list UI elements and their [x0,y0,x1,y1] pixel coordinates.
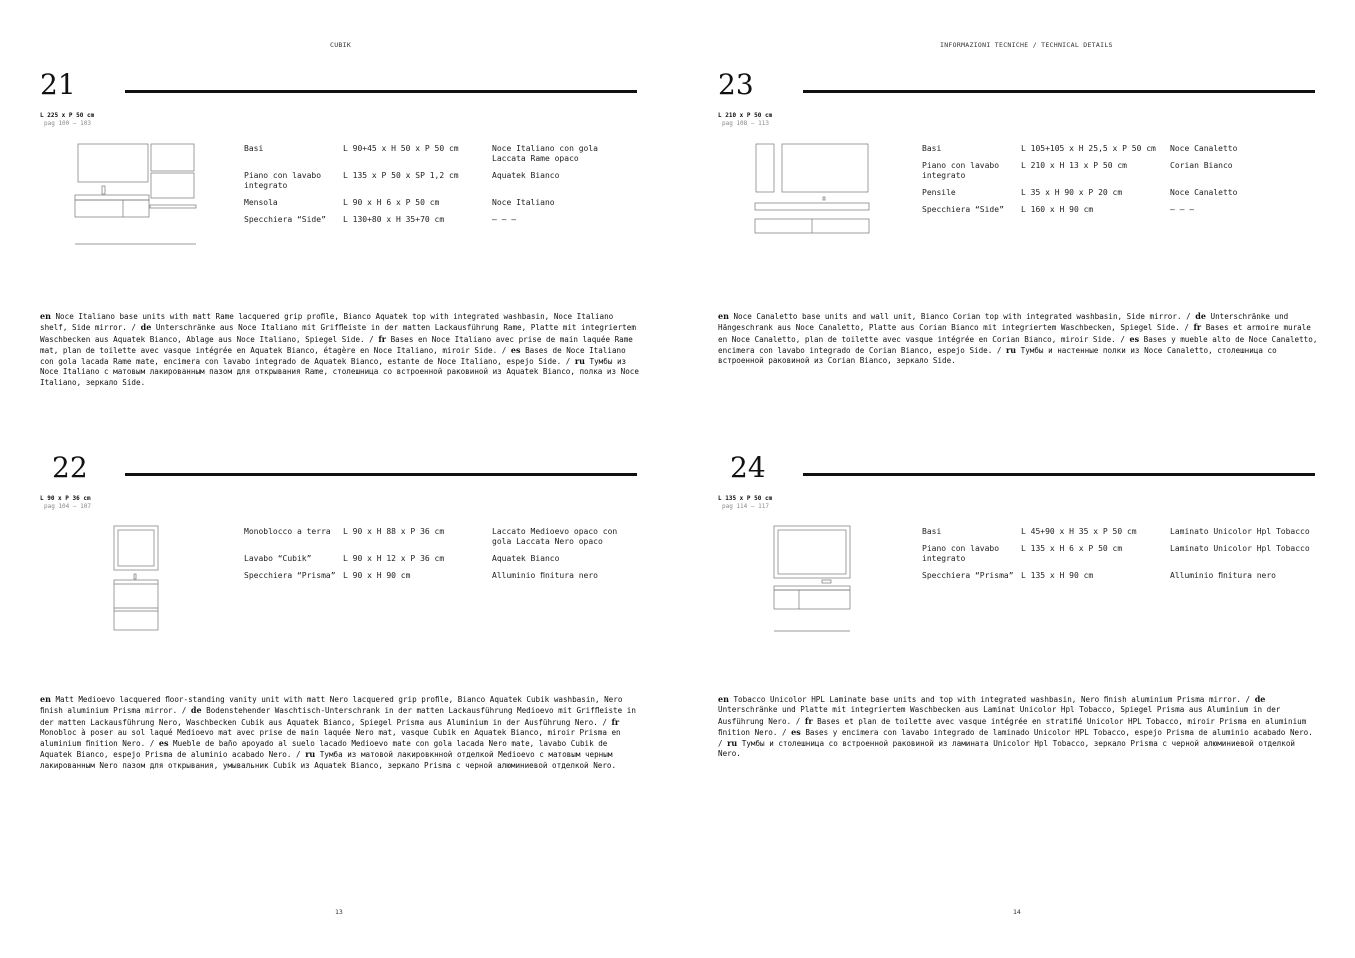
spec-item: Basi [244,144,264,153]
spec-item: Lavabo “Cubik” [244,554,312,563]
section-dimensions: L 135 x P 50 cm [718,495,773,502]
section-rule [125,473,637,476]
spec-item: Piano con lavabo integrato [922,544,1000,563]
desc-fr: Monobloc à poser au sol laqué Medioevo mat avec prise de main laquée Nero mat, vasque Cubik en Aquatek Bianco, miroir Prisma en aluminium ﬁnition Nero. / [40,727,621,749]
spec-size: L 90+45 x H 50 x P 50 cm [343,144,459,153]
lang-fr-label: fr [1193,322,1202,333]
lang-de-label: de [140,322,152,333]
spec-size: L 90 x H 88 x P 36 cm [343,527,445,536]
spec-finish: Noce Italiano [492,198,555,207]
section-number: 24 [730,451,766,484]
section-description [40,694,640,771]
section-pages: pag 104 – 107 [44,503,91,510]
lang-en-label: en [718,694,729,704]
product-drawing [72,139,204,249]
section-pages: pag 100 – 103 [44,120,91,127]
spec-item: Mensola [244,198,278,207]
desc-de: Unterschränke und Platte mit integriertem Waschbecken aus Laminat Unicolor Hpl Tobacco, Spiegel Prisma aus Aluminium in der Ausführung Nero. / [718,705,1281,726]
product-drawing [750,139,882,249]
desc-fr: Bases en Noce Italiano avec prise de main laquée Rame mat, plan de toilette avec vasque intégrée en Aquatek Bianco, étagère en Noce Italiano, miroir Side. / [40,334,633,355]
lang-de-label: de [1195,311,1206,321]
page-number-right: 14 [1013,908,1021,916]
desc-de: Unterschränke aus Noce Italiano mit Grifﬂeiste in der matten Lackausführung Rame, Platte mit integriertem Waschbecken aus Aquatek Bianco, Ablage aus Noce Italiano, Spiegel Side. / [40,323,636,344]
spec-finish: Laminato Unicolor Hpl Tobacco [1170,544,1310,553]
spec-row [922,144,1310,161]
spec-finish: Laminato Unicolor Hpl Tobacco [1170,527,1310,536]
section-pages: pag 114 – 117 [722,503,769,510]
lang-es-label: es [1129,333,1140,344]
spec-row [244,571,632,588]
spec-row [922,527,1310,544]
desc-en: Matt Medioevo lacquered ﬂoor-standing vanity unit with matt Nero lacquered grip proﬁle, Bianco Aquatek Cubik washbasin, Nero ﬁnish aluminium Prisma mirror. / [40,695,623,716]
desc-en: Tobacco Unicolor HPL Laminate base units and top with integrated washbasin, Nero ﬁnish aluminium Prisma mirror. / [733,695,1251,704]
spec-table [244,527,632,588]
lang-de-label: de [190,705,202,716]
lang-fr-label: fr [804,715,813,726]
spec-item: Piano con lavabo integrato [922,161,1000,180]
section-pages: pag 108 – 113 [722,120,769,127]
lang-en-label: en [40,311,51,321]
desc-ru: Тумбы и настенные полки из Noce Canaletto, столешница со встроенной раковиной из Corian Bianco, зеркало Side. [718,345,1277,366]
desc-es: Bases y encimera con lavabo integrado de laminado Unicolor HPL Tobacco, espejo Prisma de aluminio acabado Nero. / [718,727,1313,749]
spec-size: L 90 x H 12 x P 36 cm [343,554,445,563]
desc-de: Unterschränke und Hängeschrank aus Noce Canaletto, Platte aus Corian Bianco mit integriertem Waschbecken, Spiegel Side. / [718,312,1289,333]
spec-row [244,527,632,554]
spec-size: L 160 x H 90 cm [1021,205,1094,214]
section-number: 22 [52,451,88,484]
spec-finish: Noce Canaletto [1170,144,1238,153]
spec-row [244,171,632,198]
spec-item: Specchiera “Side” [244,215,326,224]
section-rule [803,473,1315,476]
section-22 [40,451,640,838]
desc-es: Mueble de baño apoyado al suelo lacado Medioevo mate con gola lacada Nero mate, lavabo Cubik de Aquatek Bianco, espejo Prisma de aluminio acabado Nero. / [40,739,608,760]
spec-row [922,205,1310,222]
section-number: 23 [718,68,754,101]
section-rule [125,90,637,93]
desc-fr: Bases et armoire murale en Noce Canaletto, plan de toilette avec vasque intégrée en Corian Bianco, miroir Side. / [718,323,1311,344]
section-description [40,311,640,388]
lang-en-label: en [40,694,51,704]
lang-ru-label: ru [574,356,585,367]
spec-finish: Aquatek Bianco [492,554,560,563]
lang-es-label: es [158,738,169,749]
spec-finish: Corian Bianco [1170,161,1233,170]
section-21 [40,68,640,455]
lang-es-label: es [791,726,801,737]
spec-item: Specchiera “Prisma” [244,571,336,580]
spec-row [244,215,632,232]
spec-item: Pensile [922,188,956,197]
section-dimensions: L 210 x P 50 cm [718,112,773,119]
lang-en-label: en [718,311,729,321]
section-23 [718,68,1318,455]
spec-item: Specchiera “Prisma” [922,571,1014,580]
spec-row [922,188,1310,205]
spec-size: L 135 x H 90 cm [1021,571,1094,580]
spec-row [922,161,1310,188]
spec-finish: Alluminio ﬁnitura nero [492,571,598,580]
spec-row [922,571,1310,588]
section-description [718,311,1318,366]
spec-size: L 90 x H 90 cm [343,571,411,580]
lang-ru-label: ru [1006,344,1017,355]
spec-table [244,144,632,232]
spec-item: Piano con lavabo integrato [244,171,322,190]
spec-finish: Aquatek Bianco [492,171,560,180]
section-dimensions: L 90 x P 36 cm [40,495,91,502]
section-description [718,694,1318,760]
spec-size: L 45+90 x H 35 x P 50 cm [1021,527,1137,536]
spec-finish: Noce Italiano con gola Laccata Rame opaco [492,144,598,163]
spec-finish: – – – [492,215,517,224]
spec-size: L 105+105 x H 25,5 x P 50 cm [1021,144,1156,153]
desc-fr: Bases et plan de toilette avec vasque intégrée en stratiﬁé Unicolor HPL Tobacco, miroir Prisma en aluminium ﬁnition Nero. / [718,716,1307,737]
section-dimensions: L 225 x P 50 cm [40,112,95,119]
desc-ru: Тумба из матовой лакировкнной отделкой Medioevo с матовым черным лакированным Nero пазом для открывания, умывальник Cubik из Aquatek Bianco, зеркало Prisma с черной алюминиевой отделкой Nero. [40,750,617,770]
spec-table [922,144,1310,222]
lang-fr-label: fr [611,716,620,727]
desc-ru: Тумбы и столешница со встроенной раковиной из ламината Unicolor Hpl Tobacco, зеркало Prisma с черной алюминиевой отделкой Nero. [718,739,1295,759]
section-24 [718,451,1318,838]
spec-finish: – – – [1170,205,1195,214]
lang-de-label: de [1254,694,1266,704]
product-drawing [72,522,204,632]
header-right: INFORMAZIONI TECNICHE / TECHNICAL DETAILS [940,41,1113,49]
spec-size: L 130+80 x H 35+70 cm [343,215,445,224]
section-number: 21 [40,68,76,101]
desc-ru: Тумбы из Noce Italiano с матовым лакированным пазом для открывания Rame, столешница со встроенной раковиной из Aquatek Bianco, полка из Noce Italiano, зеркало Side. [40,357,639,387]
lang-ru-label: ru [727,738,738,749]
spec-item: Basi [922,144,942,153]
page-number-left: 13 [335,908,343,916]
spec-item: Monoblocco a terra [244,527,331,536]
desc-es: Bases y mueble alto de Noce Canaletto, encimera con lavabo integrado de Corian Bianco, espejo Side. / [718,334,1318,355]
desc-de: Bodenstehender Waschtisch-Unterschrank in der matten Lackausführung Medioevo mit Grifﬂeiste in der matten Lackausführung Nero, Waschbecken Cubik aus Aquatek Bianco, Spiegel Prisma aus Aluminium in der Ausführung Nero. / [40,706,636,727]
desc-en: Noce Italiano base units with matt Rame lacquered grip proﬁle, Bianco Aquatek top with integrated washbasin, Noce Italiano shelf, Side mirror. / [40,312,614,333]
spec-size: L 135 x P 50 x SP 1,2 cm [343,171,459,180]
header-left: CUBIK [330,41,352,49]
spec-item: Specchiera “Side” [922,205,1004,214]
desc-en: Noce Canaletto base units and wall unit, Bianco Corian top with integrated washbasin, Side mirror. / [733,312,1191,321]
lang-es-label: es [510,344,521,355]
spec-row [244,144,632,171]
spec-table [922,527,1310,588]
spec-row [922,544,1310,571]
spec-size: L 35 x H 90 x P 20 cm [1021,188,1123,197]
spec-finish: Alluminio ﬁnitura nero [1170,571,1276,580]
spec-size: L 135 x H 6 x P 50 cm [1021,544,1123,553]
spec-row [244,198,632,215]
spec-finish: Noce Canaletto [1170,188,1238,197]
lang-fr-label: fr [378,333,386,344]
lang-ru-label: ru [305,749,316,760]
section-rule [803,90,1315,93]
spec-size: L 210 x H 13 x P 50 cm [1021,161,1127,170]
spec-item: Basi [922,527,942,536]
spec-row [244,554,632,571]
desc-es: Bases de Noce Italiano con gola lacada Rame mate, encimera con lavabo integrado de Aquatek Bianco, estante de Noce Italiano, espejo Side. / [40,345,626,367]
spec-size: L 90 x H 6 x P 50 cm [343,198,440,207]
product-drawing [750,522,882,632]
spec-finish: Laccato Medioevo opaco con gola Laccata Nero opaco [492,527,618,546]
